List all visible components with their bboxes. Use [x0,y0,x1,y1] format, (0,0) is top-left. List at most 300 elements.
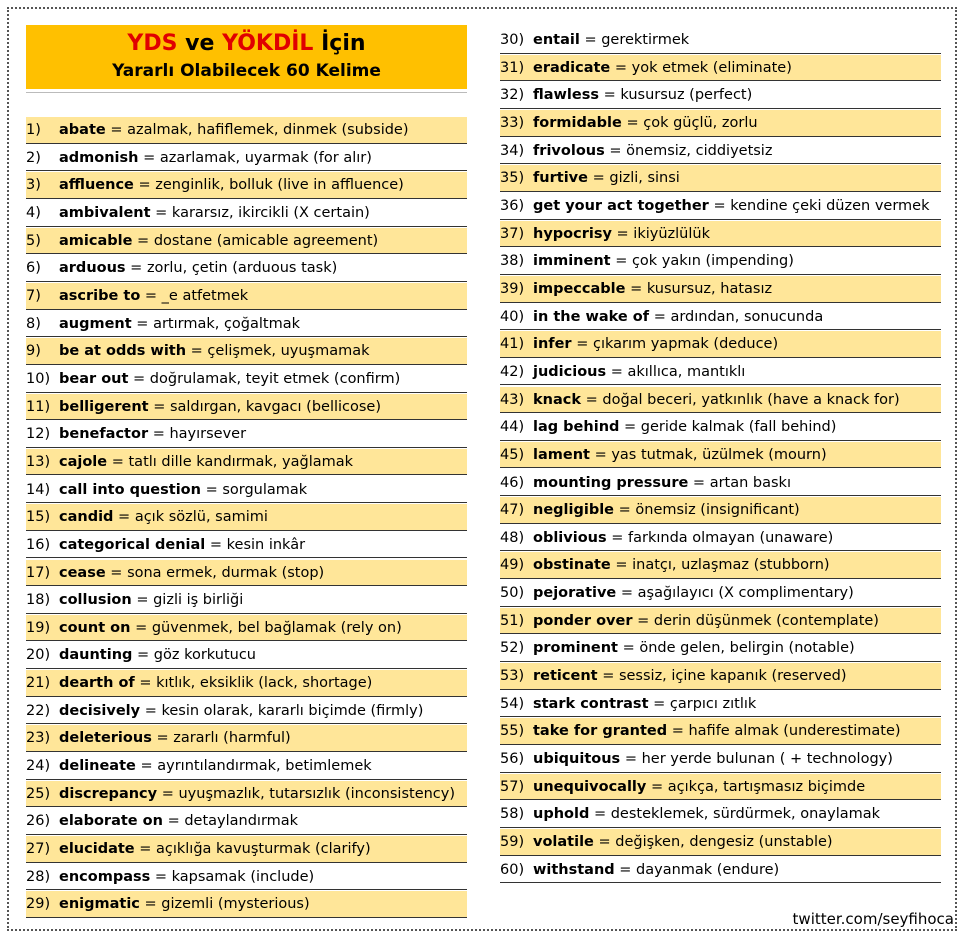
entry-separator: = [576,336,589,353]
word-entry [500,110,941,137]
entry-definition: her yerde bulunan ( + technology) [641,751,893,768]
word-entry [500,525,941,552]
entry-term: call into question [59,481,201,498]
entry-separator: = [135,619,148,636]
entry-term: augment [59,315,132,332]
entry-term: count on [59,619,131,636]
entry-definition: ayrıntılandırmak, betimlemek [157,758,372,775]
entry-separator: = [136,592,149,609]
entry-definition: sorgulamak [222,481,308,498]
word-entry [500,608,941,635]
entry-separator: = [144,896,157,913]
entry-term: hypocrisy [533,225,612,242]
entry-definition: hafife almak (underestimate) [688,723,901,740]
entry-separator: = [671,723,684,740]
entry-term: flawless [533,87,599,104]
entry-term: eradicate [533,59,611,76]
entry-definition: zorlu, çetin (arduous task) [146,260,338,277]
word-entry [26,836,467,863]
entry-term: oblivious [533,529,607,546]
entry-term: elucidate [59,841,135,858]
entry-definition: azalmak, hafiflemek, dinmek (subside) [127,122,409,138]
word-entry [500,165,941,192]
entry-separator: = [152,426,165,443]
right-word-list [500,27,941,884]
entry-separator: = [624,419,637,436]
entry-number: 54) [500,695,525,712]
entry-separator: = [139,675,152,692]
word-entry [500,55,941,82]
entry-term: admonish [59,149,139,166]
entry-term: dearth of [59,675,135,692]
entry-term: ubiquitous [533,751,621,768]
entry-separator: = [619,861,632,878]
entry-number: 21) [26,675,51,692]
entry-term: ponder over [533,612,633,629]
entry-separator: = [133,370,146,387]
word-entry [26,172,467,199]
entry-definition: zararlı (harmful) [173,730,291,747]
entry-number: 14) [26,481,51,498]
entry-separator: = [154,868,168,885]
word-entry [500,82,941,109]
entry-number: 47) [500,502,525,519]
entry-separator: = [609,142,622,159]
word-entry [500,442,941,469]
entry-definition: derin düşünmek (contemplate) [653,612,879,629]
entry-term: prominent [533,640,618,657]
entry-definition: azarlamak, uyarmak (for alır) [159,149,372,166]
entry-separator: = [110,564,123,581]
word-entry [500,663,941,690]
entry-number: 48) [500,529,525,546]
entry-separator: = [637,612,650,629]
entry-separator: = [618,502,631,519]
entry-definition: artırmak, çoğaltmak [153,315,301,332]
word-entry [26,394,467,421]
word-entry [26,753,467,780]
entry-term: imminent [533,253,611,270]
entry-separator: = [630,280,643,297]
word-entry [26,200,467,227]
entry-number: 31) [500,59,525,76]
entry-number: 4) [26,204,41,221]
entry-separator: = [161,785,174,802]
title-ve: ve [185,31,215,56]
word-entry [500,857,941,884]
entry-number: 58) [500,806,525,823]
entry-number: 23) [26,730,51,747]
entry-definition: çarpıcı zıtlık [669,695,757,712]
entry-term: ambivalent [59,204,151,221]
word-entry [500,580,941,607]
entry-term: be at odds with [59,343,187,360]
entry-term: abate [59,122,106,138]
entry-separator: = [594,446,607,463]
word-entry [500,276,941,303]
entry-definition: önde gelen, belirgin (notable) [639,640,855,657]
entry-term: entail [533,32,580,48]
entry-separator: = [143,149,156,166]
entry-number: 17) [26,564,51,581]
entry-separator: = [209,536,223,553]
entry-number: 44) [500,419,525,436]
entry-definition: kesin inkâr [226,536,306,553]
word-entry [26,615,467,642]
entry-number: 16) [26,536,51,553]
entry-number: 24) [26,758,51,775]
entry-number: 3) [26,177,41,194]
entry-number: 40) [500,308,525,325]
entry-separator: = [622,640,635,657]
entry-term: reticent [533,668,598,685]
entry-definition: açık sözlü, samimi [134,509,268,526]
word-entry [500,774,941,801]
entry-definition: kıtlık, eksiklik (lack, shortage) [156,675,373,692]
entry-separator: = [653,308,666,325]
entry-definition: kesin olarak, kararlı biçimde (firmly) [161,702,424,719]
word-entry [500,359,941,386]
entry-definition: sona ermek, durmak (stop) [127,564,325,581]
entry-definition: doğal beceri, yatkınlık (have a knack for) [602,391,900,408]
word-entry [500,801,941,828]
entry-number: 12) [26,426,51,443]
word-entry [500,387,941,414]
entry-number: 49) [500,557,525,574]
entry-number: 19) [26,619,51,636]
entry-number: 36) [500,197,525,214]
word-entry [26,338,467,365]
entry-term: elaborate on [59,813,163,830]
entry-definition: değişken, dengesiz (unstable) [615,834,833,851]
word-entry [500,248,941,275]
word-entry [500,27,941,54]
entry-separator: = [592,170,605,187]
word-entry [26,228,467,255]
word-entry [26,891,467,918]
entry-definition: tatlı dille kandırmak, yağlamak [128,453,354,470]
entry-separator: = [190,343,203,360]
entry-definition: detaylandırmak [184,813,299,830]
entry-number: 57) [500,778,525,795]
entry-separator: = [602,668,615,685]
word-entry [26,670,467,697]
entry-definition: dostane (amicable agreement) [153,232,379,249]
entry-separator: = [615,557,628,574]
entry-number: 30) [500,32,525,48]
entry-term: ascribe to [59,287,141,304]
word-entry [500,691,941,718]
entry-definition: artan baskı [709,474,791,491]
word-entry [26,366,467,393]
entry-number: 8) [26,315,41,332]
entry-definition: güvenmek, bel bağlamak (rely on) [151,619,402,636]
entry-term: stark contrast [533,695,649,712]
header-divider [26,92,467,93]
entry-definition: çok güçlü, zorlu [643,114,758,131]
entry-separator: = [144,287,158,304]
entry-term: belligerent [59,398,149,415]
entry-definition: kendine çeki düzen vermek [730,197,930,214]
entry-separator: = [598,834,611,851]
entry-separator: = [603,87,616,104]
entry-term: decisively [59,702,141,719]
entry-definition: gizli iş birliği [153,592,244,609]
entry-term: lag behind [533,419,620,436]
entry-number: 50) [500,585,525,602]
entry-definition: açıklığa kavuşturmak (clarify) [156,841,371,858]
word-entry [26,117,467,144]
title-banner [26,25,467,89]
word-entry [500,635,941,662]
entry-number: 55) [500,723,525,740]
entry-separator: = [130,260,143,277]
title-yds: YDS [127,31,178,56]
entry-number: 29) [26,896,51,913]
entry-definition: geride kalmak (fall behind) [640,419,837,436]
word-entry [26,504,467,531]
entry-separator: = [156,730,169,747]
entry-separator: = [616,225,629,242]
entry-definition: önemsiz (insignificant) [635,502,800,519]
entry-number: 13) [26,453,51,470]
entry-separator: = [110,122,123,138]
word-entry [26,532,467,559]
entry-number: 51) [500,612,525,629]
entry-term: encompass [59,868,151,885]
entry-separator: = [138,177,151,194]
entry-term: cajole [59,453,108,470]
word-entry [500,718,941,745]
entry-term: arduous [59,260,126,277]
word-entry [26,477,467,504]
word-entry [26,255,467,282]
entry-term: mounting pressure [533,474,689,491]
entry-separator: = [167,813,180,830]
word-entry [26,642,467,669]
entry-number: 60) [500,861,525,878]
word-entry [500,331,941,358]
entry-number: 52) [500,640,525,657]
entry-definition: farkında olmayan (unaware) [628,529,834,546]
word-entry [26,808,467,835]
entry-definition: inatçı, uzlaşmaz (stubborn) [632,557,830,574]
word-entry [500,304,941,331]
entry-definition: sessiz, içine kapanık (reserved) [618,668,847,685]
entry-separator: = [136,315,149,332]
word-entry [26,698,467,725]
entry-separator: = [137,232,150,249]
entry-definition: uyuşmazlık, tutarsızlık (inconsistency) [178,785,456,802]
entry-term: uphold [533,806,590,823]
entry-separator: = [611,529,624,546]
entry-definition: yok etmek (eliminate) [631,59,792,76]
title-icin: İçin [321,31,366,56]
entry-term: negligible [533,502,615,519]
word-entry [500,746,941,773]
entry-term: volatile [533,834,594,851]
entry-definition: ardından, sonucunda [670,308,824,325]
entry-separator: = [593,806,607,823]
entry-term: frivolous [533,142,605,159]
entry-definition: önemsiz, ciddiyetsiz [626,142,773,159]
entry-definition: kusursuz, hatasız [646,280,773,297]
word-entry [26,781,467,808]
entry-separator: = [653,695,666,712]
entry-definition: ikiyüzlülük [633,225,710,242]
entry-number: 22) [26,702,51,719]
entry-term: formidable [533,114,622,131]
word-entry [500,193,941,220]
entry-separator: = [650,778,664,795]
word-entry [500,829,941,856]
entry-number: 25) [26,785,51,802]
entry-number: 5) [26,232,41,249]
entry-number: 37) [500,225,525,242]
entry-definition: göz korkutucu [153,647,256,664]
entry-number: 46) [500,474,525,491]
entry-number: 26) [26,813,51,830]
word-entry [26,145,467,172]
word-entry [26,283,467,310]
page-title [26,31,467,57]
entry-term: lament [533,446,590,463]
entry-term: obstinate [533,557,611,574]
word-entry [26,421,467,448]
entry-separator: = [584,32,597,48]
word-entry [500,414,941,441]
title-yokdil: YÖKDİL [222,31,314,56]
entry-separator: = [585,391,598,408]
entry-term: discrepancy [59,785,158,802]
entry-term: in the wake of [533,308,650,325]
word-entry [26,311,467,338]
entry-separator: = [111,453,124,470]
entry-number: 38) [500,253,525,270]
word-entry [500,138,941,165]
entry-definition: hayırsever [169,426,247,443]
entry-term: enigmatic [59,896,140,913]
entry-definition: _e atfetmek [161,287,249,304]
word-entry [26,560,467,587]
page-subtitle: Yararlı Olabilecek 60 Kelime [112,61,381,81]
entry-term: bear out [59,370,129,387]
entry-number: 42) [500,363,525,380]
entry-number: 9) [26,343,41,360]
entry-term: judicious [533,363,607,380]
entry-number: 39) [500,280,525,297]
entry-separator: = [626,114,639,131]
word-entry [26,449,467,476]
entry-definition: kararsız, ikircikli (X certain) [171,204,370,221]
entry-term: get your act together [533,197,709,214]
entry-separator: = [692,474,706,491]
entry-number: 32) [500,87,525,104]
entry-number: 28) [26,868,51,885]
entry-number: 59) [500,834,525,851]
entry-number: 1) [26,122,41,138]
entry-term: cease [59,564,106,581]
entry-term: delineate [59,758,136,775]
word-entry [26,864,467,891]
entry-definition: dayanmak (endure) [636,861,780,878]
entry-number: 7) [26,287,41,304]
entry-definition: çıkarım yapmak (deduce) [592,336,779,353]
entry-separator: = [620,585,634,602]
entry-separator: = [153,398,166,415]
entry-term: collusion [59,592,132,609]
entry-separator: = [118,509,131,526]
entry-separator: = [155,204,168,221]
entry-separator: = [624,751,637,768]
entry-term: unequivocally [533,778,647,795]
entry-separator: = [614,59,628,76]
entry-number: 41) [500,336,525,353]
entry-term: take for granted [533,723,668,740]
entry-number: 6) [26,260,41,277]
word-entry [500,221,941,248]
entry-term: infer [533,336,572,353]
entry-number: 45) [500,446,525,463]
entry-term: benefactor [59,426,149,443]
entry-separator: = [137,647,150,664]
entry-term: candid [59,509,114,526]
entry-definition: kusursuz (perfect) [620,87,753,104]
entry-term: amicable [59,232,133,249]
entry-term: pejorative [533,585,617,602]
left-word-list [26,117,467,919]
entry-term: knack [533,391,581,408]
entry-definition: gizemli (mysterious) [161,896,310,913]
entry-separator: = [615,253,628,270]
entry-definition: çelişmek, uyuşmamak [207,343,370,360]
entry-number: 11) [26,398,51,415]
entry-number: 15) [26,509,51,526]
entry-definition: saldırgan, kavgacı (bellicose) [169,398,382,415]
entry-definition: doğrulamak, teyit etmek (confirm) [149,370,401,387]
entry-term: furtive [533,170,588,187]
entry-number: 10) [26,370,51,387]
entry-number: 56) [500,751,525,768]
entry-term: categorical denial [59,536,206,553]
entry-definition: çok yakın (impending) [631,253,794,270]
entry-number: 33) [500,114,525,131]
word-entry [500,497,941,524]
footer-credit: twitter.com/seyfihoca [792,910,954,928]
entry-number: 18) [26,592,51,609]
entry-separator: = [139,841,152,858]
word-entry [26,587,467,614]
entry-number: 34) [500,142,525,159]
entry-separator: = [205,481,218,498]
entry-term: withstand [533,861,615,878]
entry-number: 43) [500,391,525,408]
entry-definition: gerektirmek [601,32,690,48]
entry-term: deleterious [59,730,152,747]
entry-definition: kapsamak (include) [171,868,315,885]
entry-term: daunting [59,647,133,664]
entry-definition: desteklemek, sürdürmek, onaylamak [610,806,881,823]
word-entry [26,725,467,752]
entry-number: 35) [500,170,525,187]
entry-term: affluence [59,177,134,194]
entry-number: 20) [26,647,51,664]
entry-separator: = [144,702,157,719]
entry-separator: = [140,758,153,775]
entry-definition: gizli, sinsi [609,170,680,187]
word-entry [500,552,941,579]
entry-separator: = [713,197,726,214]
